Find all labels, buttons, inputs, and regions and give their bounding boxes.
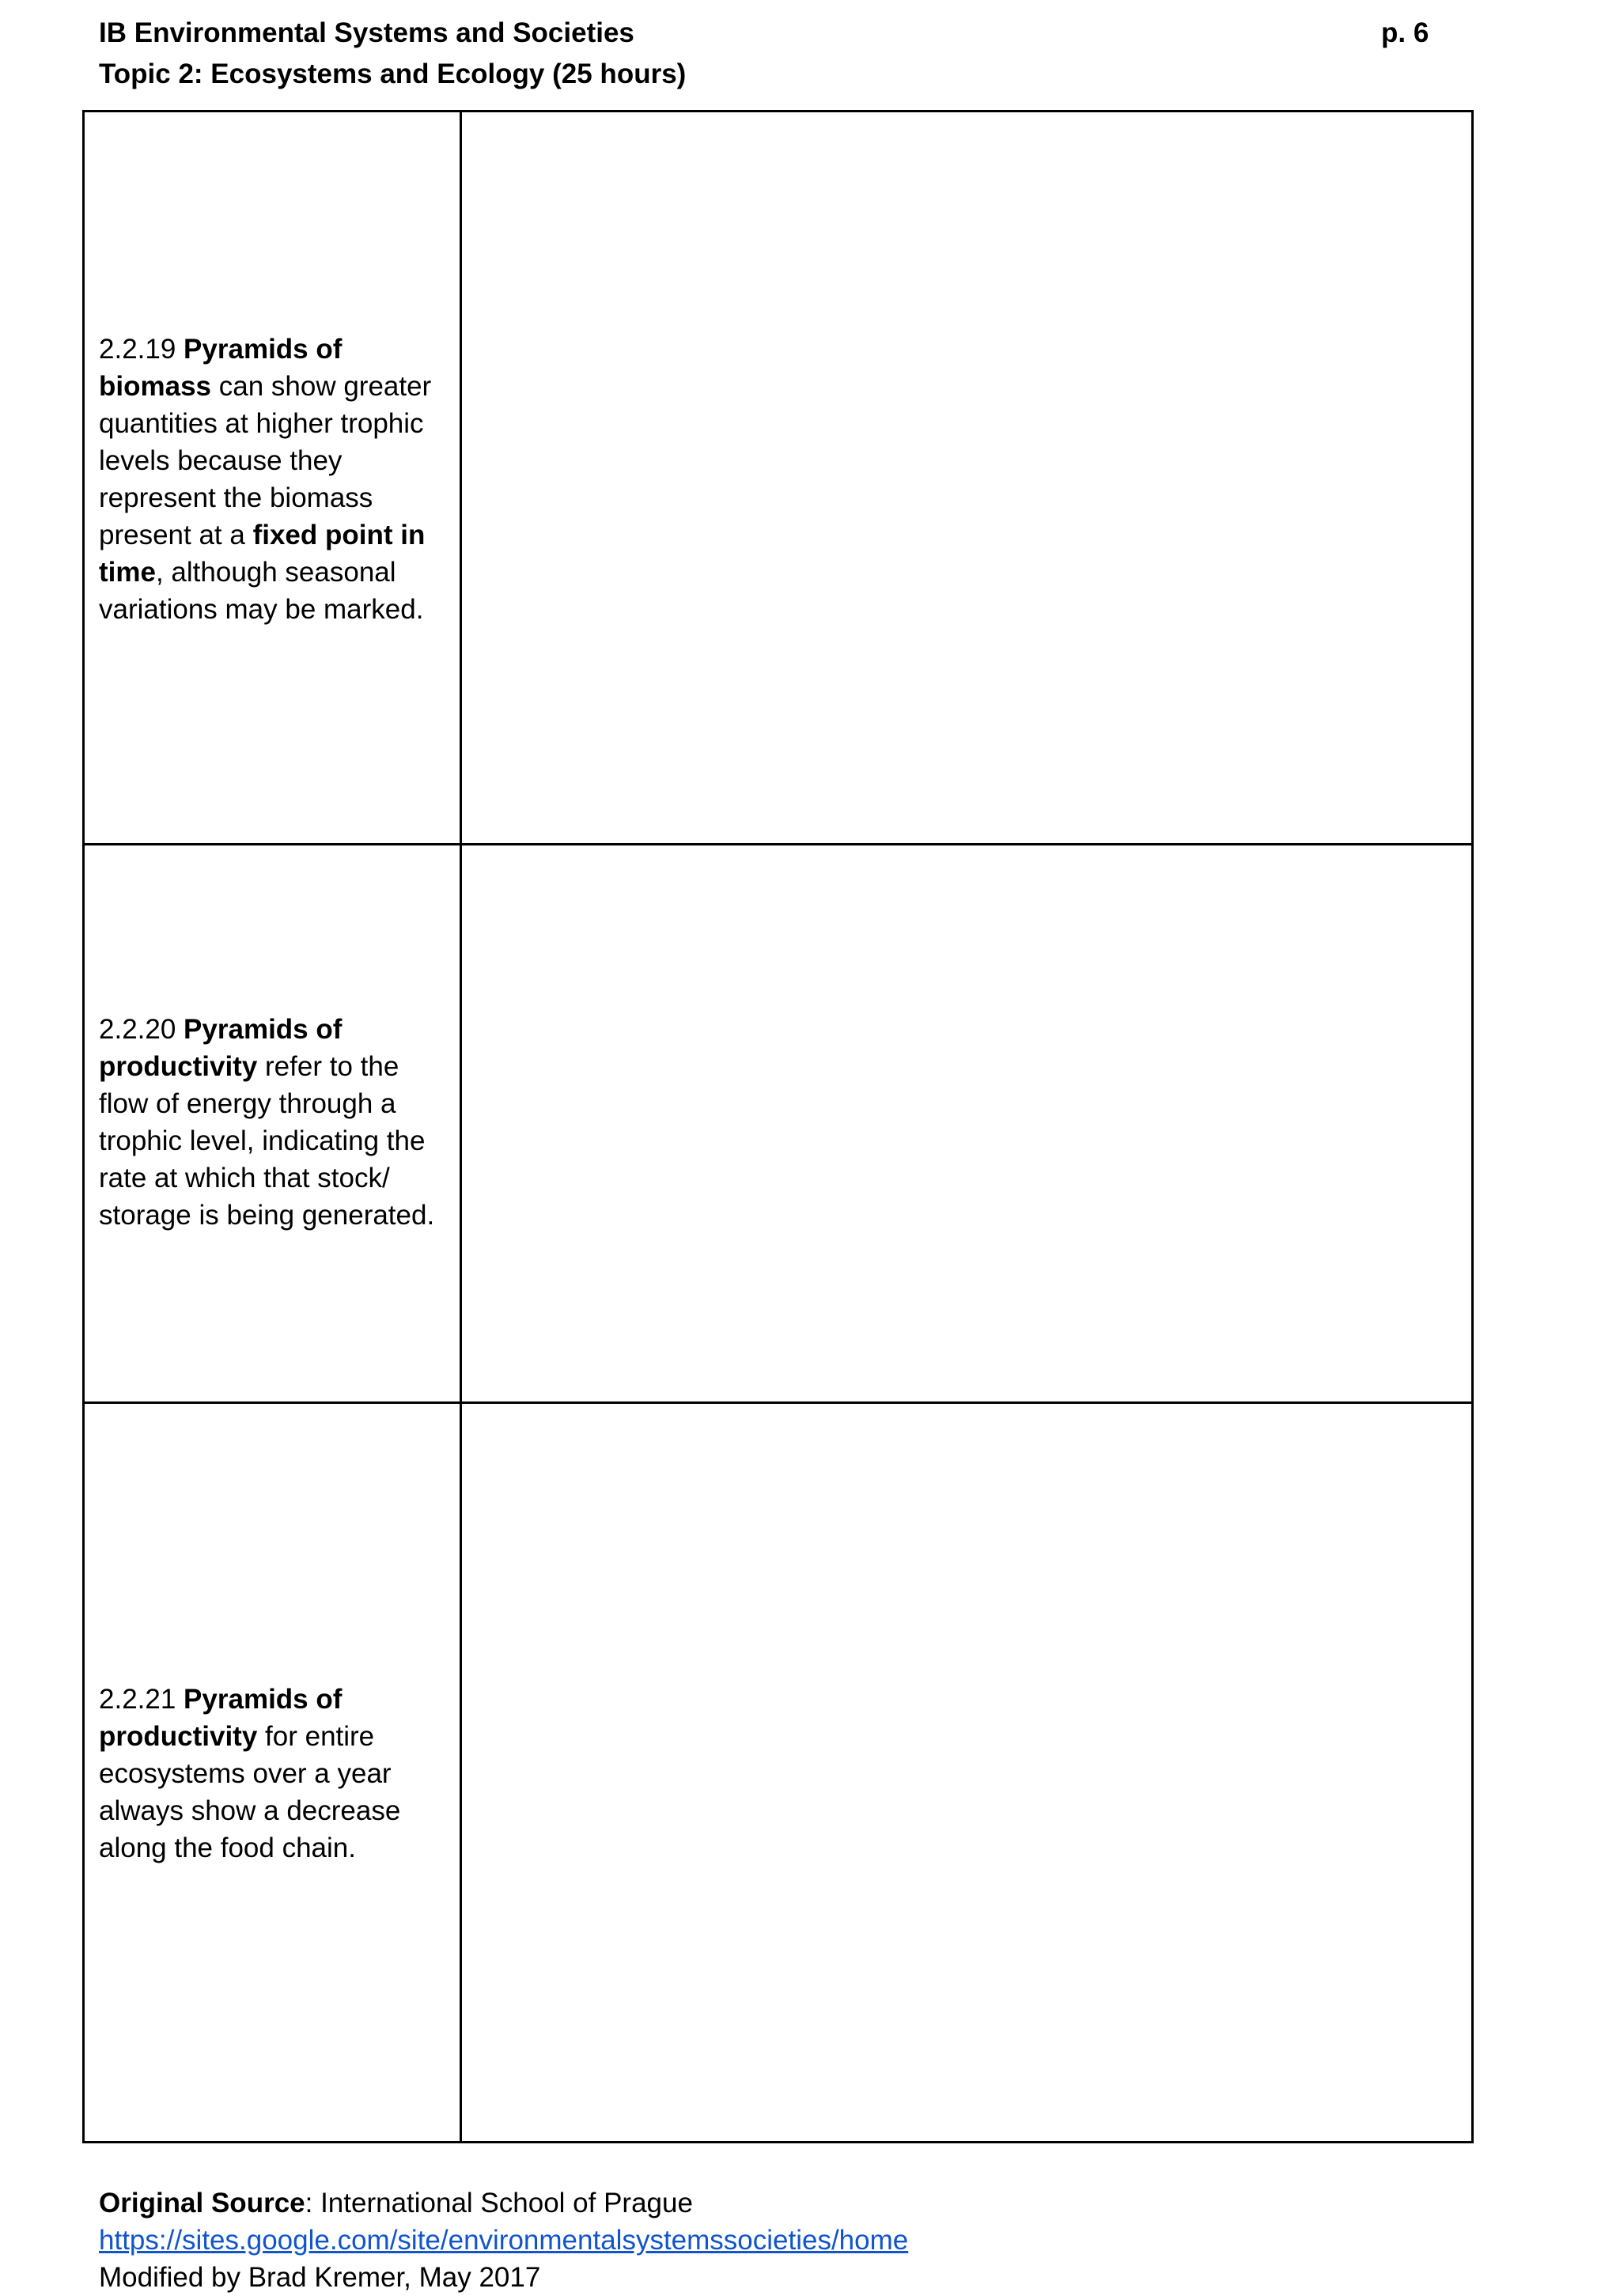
source-value: : International School of Prague — [305, 2188, 693, 2218]
row-divider — [85, 843, 1471, 845]
row-divider — [85, 1401, 1471, 1404]
objective-number: 2.2.20 — [99, 1014, 176, 1045]
topic-title: Topic 2: Ecosystems and Ecology (25 hours) — [99, 59, 687, 89]
table-row-2-2-20-description — [99, 1011, 451, 1234]
objective-text: can show greater quantities at higher trophic levels because they represent the biomass present at a — [99, 371, 432, 550]
source-label: Original Source — [99, 2188, 305, 2218]
objective-text: for entire ecosystems over a year always show a decrease along the food chain. — [99, 1721, 401, 1863]
source-link[interactable]: https://sites.google.com/site/environmentalsystemssocieties/home — [99, 2225, 909, 2256]
objective-term: Pyramids of biomass — [99, 334, 343, 402]
modified-credit: Modified by Brad Kremer, May 2017 — [99, 2262, 541, 2293]
objective-number: 2.2.21 — [99, 1684, 176, 1715]
page-number: p. 6 — [1381, 17, 1429, 48]
objective-emphasis: fixed point in time — [99, 520, 426, 588]
objective-number: 2.2.19 — [99, 334, 176, 365]
objective-text: refer to the flow of energy through a trophic level, indicating the rate at which that stock/ storage is being generated. — [99, 1051, 435, 1231]
objective-term: Pyramids of productivity — [99, 1684, 343, 1752]
source-credit — [99, 2184, 693, 2222]
course-title: IB Environmental Systems and Societies — [99, 17, 634, 48]
table-row-2-2-21-description — [99, 1681, 451, 1867]
objective-text-continued: , although seasonal variations may be marked. — [99, 557, 424, 625]
objective-term: Pyramids of productivity — [99, 1014, 343, 1082]
column-divider — [460, 112, 462, 2141]
table-row-2-2-19-description — [99, 331, 451, 628]
